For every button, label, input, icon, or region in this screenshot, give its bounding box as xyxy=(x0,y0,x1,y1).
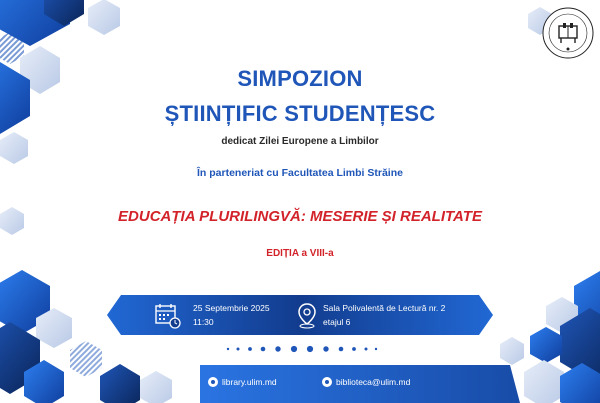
location-pin-icon xyxy=(297,302,317,335)
partnership-text: În parteneriat cu Facultatea Limbi Străine xyxy=(197,167,403,179)
theme-title: EDUCAȚIA PLURILINGVĂ: MESERIE ȘI REALITATE xyxy=(118,208,482,225)
dotted-divider xyxy=(0,343,600,355)
logo-seal-icon xyxy=(541,6,595,60)
at-sign-icon xyxy=(322,377,332,387)
globe-icon xyxy=(208,377,218,387)
website-link[interactable] xyxy=(208,377,277,387)
edition-text: EDIȚIA a VIII-a xyxy=(266,248,334,259)
event-time: 11:30 xyxy=(193,317,214,327)
event-info-bar xyxy=(107,295,493,335)
calendar-icon xyxy=(155,303,181,334)
title-line-2: ȘTIINȚIFIC STUDENȚESC xyxy=(164,101,436,126)
title-line-1: SIMPOZION xyxy=(237,66,363,91)
website-text: library.ulim.md xyxy=(222,377,277,387)
email-text: biblioteca@ulim.md xyxy=(336,377,411,387)
dedication-text: dedicat Zilei Europene a Limbilor xyxy=(221,136,379,147)
email-link[interactable] xyxy=(322,377,410,387)
university-logo xyxy=(541,6,595,60)
event-date: 25 Septembrie 2025 xyxy=(193,303,270,313)
venue-line-1: Sala Polivalentă de Lectură nr. 2 xyxy=(323,303,446,313)
venue-line-2: etajul 6 xyxy=(323,317,351,327)
contact-footer xyxy=(200,365,520,403)
